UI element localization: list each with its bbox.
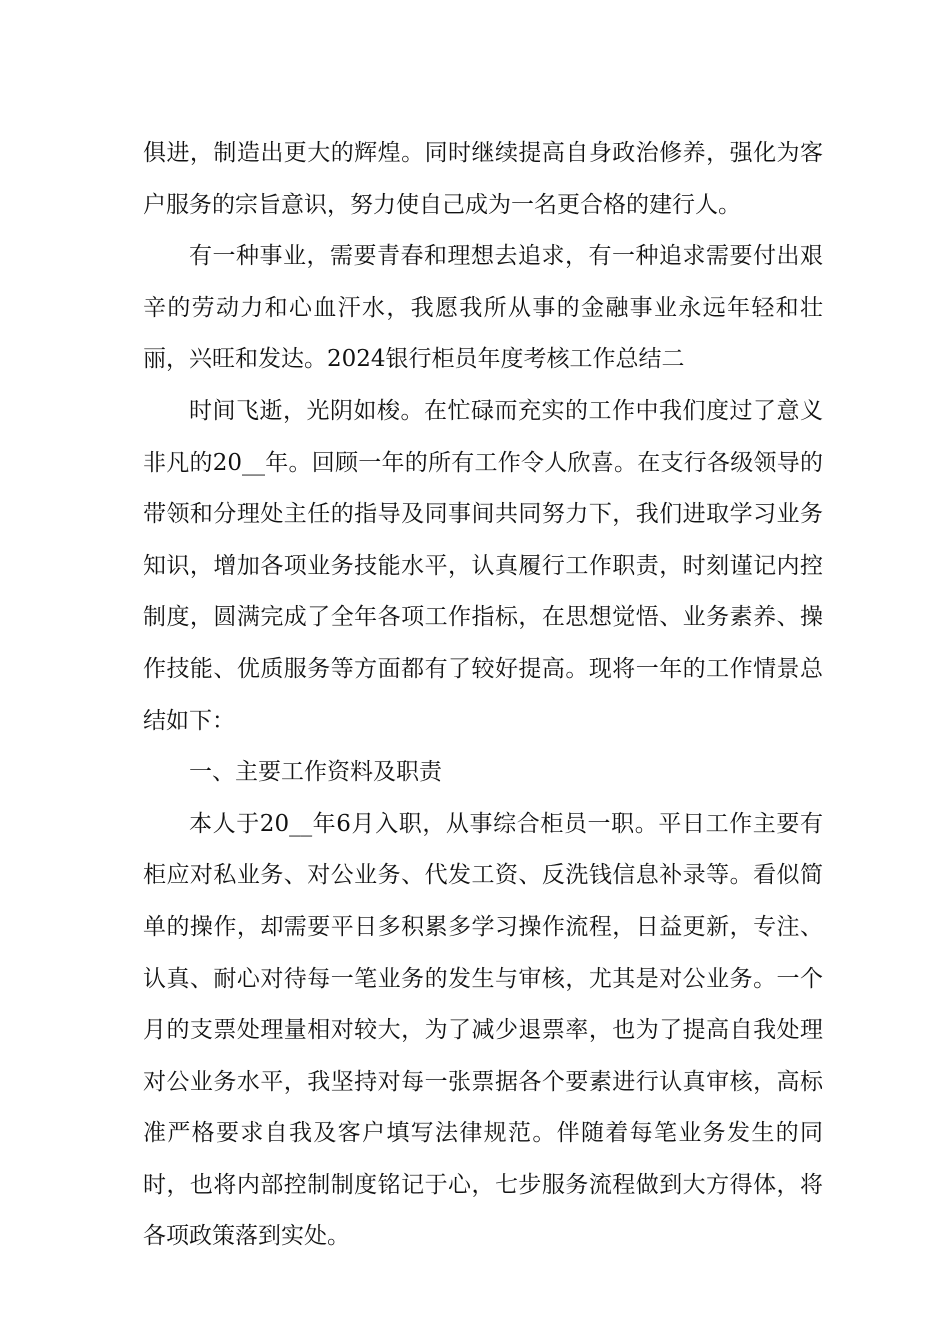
paragraph-duties-detail: 本人于20__年6月入职，从事综合柜员一职。平日工作主要有柜应对私业务、对公业务、代发工资、反洗钱信息补录等。看似简单的操作，却需要平日多积累多学习操作流程，日益更新，专注、认真、耐心对待每一笔业务的发生与审核，尤其是对公业务。一个月的支票处理量相对较大，为了减少退票率，也为了提高自我处理对公业务水平，我坚持对每一张票据各个要素进行认真审核，高标准严格要求自我及客户填写法律规范。伴随着每笔业务发生的同时，也将内部控制制度铭记于心，七步服务流程做到大方得体，将各项政策落到实处。 [143, 810, 823, 1250]
section-heading-main-duties: 一、主要工作资料及职责 [189, 759, 442, 786]
paragraph-continuation: 俱进，制造出更大的辉煌。同时继续提高自身政治修养，强化为客户服务的宗旨意识，努力使自己成为一名更合格的建行人。 [143, 140, 823, 218]
document-body [143, 128, 823, 1263]
paragraph-career-pursuit: 有一种事业，需要青春和理想去追求，有一种追求需要付出艰辛的劳动力和心血汗水，我愿我所从事的金融事业永远年轻和壮丽，兴旺和发达。2024银行柜员年度考核工作总结二 [143, 243, 823, 373]
paragraph-year-review: 时间飞逝，光阴如梭。在忙碌而充实的工作中我们度过了意义非凡的20__年。回顾一年的所有工作令人欣喜。在支行各级领导的带领和分理处主任的指导及同事间共同努力下，我们进取学习业务知识，增加各项业务技能水平，认真履行工作职责，时刻谨记内控制度，圆满完成了全年各项工作指标，在思想觉悟、业务素养、操作技能、优质服务等方面都有了较好提高。现将一年的工作情景总结如下： [143, 397, 823, 734]
